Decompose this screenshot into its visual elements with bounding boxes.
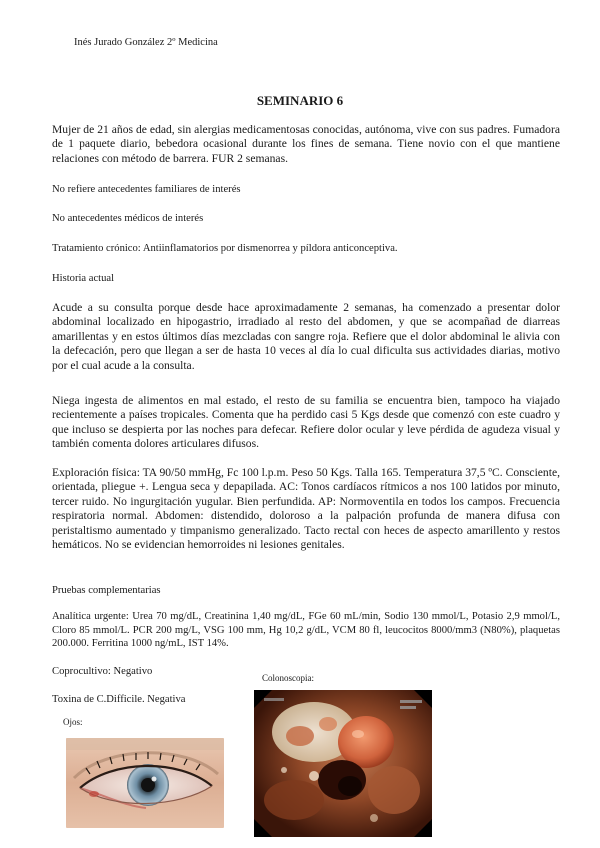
medical-history: No antecedentes médicos de interés [52,213,204,224]
lab-results: Analítica urgente: Urea 70 mg/dL, Creatinina 1,40 mg/dL, FGe 60 mL/min, Sodio 130 mmol/L, Potasio 2,9 mmol/L, Cloro 85 mmol/L. PCR 200 mg/L, VSG 100 mm, Hg 10,2 g/dL, VCM 80 fl, leucocitos 8000/mm3 (N80%), plaquetas 200.000. Ferritina 1000 ng/mL, IST 14%. [52,611,560,650]
current-history-paragraph-2: Niega ingesta de alimentos en mal estado, el resto de su familia se encuentra bien, tampoco ha viajado recientemente a países tropicales. Comenta que ha perdido casi 5 Kgs desde que comenzó con este cuadro y que incluso se despierta por las noches para defecar. Refiere dolor ocular y leve pérdida de agudeza visual y también comenta dolores articulares difusos. [52,394,560,451]
family-history: No refiere antecedentes familiares de interés [52,184,241,195]
current-history-paragraph-1: Acude a su consulta porque desde hace aproximadamente 2 semanas, ha comenzado a presentar dolor abdominal localizado en hipogastrio, irradiado al resto del abdomen, y que se acompañad de diarreas amarillentas y en estos últimos días mezcladas con sangre roja. Refiere que el dolor abdominal le alivia con la defecación, pero que llegan a ser de hasta 10 veces al día lo cual dificulta sus actividades diarias, motivo por el cual acude a la consulta. [52,301,560,372]
coproculture-result: Coprocultivo: Negativo [52,666,153,677]
eyes-label: Ojos: [63,717,83,727]
colonoscopy-label: Colonoscopia: [262,673,314,683]
colonoscopy-photo [254,690,432,837]
intro-paragraph: Mujer de 21 años de edad, sin alergias medicamentosas conocidas, autónoma, vive con sus padres. Fumadora de 1 paquete diario, bebedora ocasional durante los fines de semana. Tiene novio con el que mantiene relaciones con método de barrera. FUR 2 semanas. [52,123,560,165]
document-title: SEMINARIO 6 [256,93,344,108]
physical-exam-paragraph: Exploración física: TA 90/50 mmHg, Fc 100 l.p.m. Peso 50 Kgs. Talla 165. Temperatura 37,5 ºC. Consciente, orientada, pliegue +. Lengua seca y depapilada. AC: Tonos cardíacos rítmicos a nos 100 latidos por minuto, tercer ruido. No ingurgitación yugular. Bien perfundida. AP: Normoventila en todos los campos. Frecuencia respiratoria normal. Abdomen: distendido, doloroso a la palpación profunda de manera difusa con peristaltismo aumentado y timpanismo generalizado. Tacto rectal con heces de aspecto amarillento y restos hemáticos. No se evidencian hemorroides ni lesiones genitales. [52,466,560,552]
author-line: Inés Jurado González 2º Medicina [74,37,218,48]
toxin-result: Toxina de C.Difficile. Negativa [52,694,186,705]
eye-photo [66,738,224,828]
chronic-treatment: Tratamiento crónico: Antiinflamatorios por dismenorrea y píldora anticonceptiva. [52,243,398,254]
complementary-heading: Pruebas complementarias [52,585,161,596]
current-history-heading: Historia actual [52,273,115,284]
